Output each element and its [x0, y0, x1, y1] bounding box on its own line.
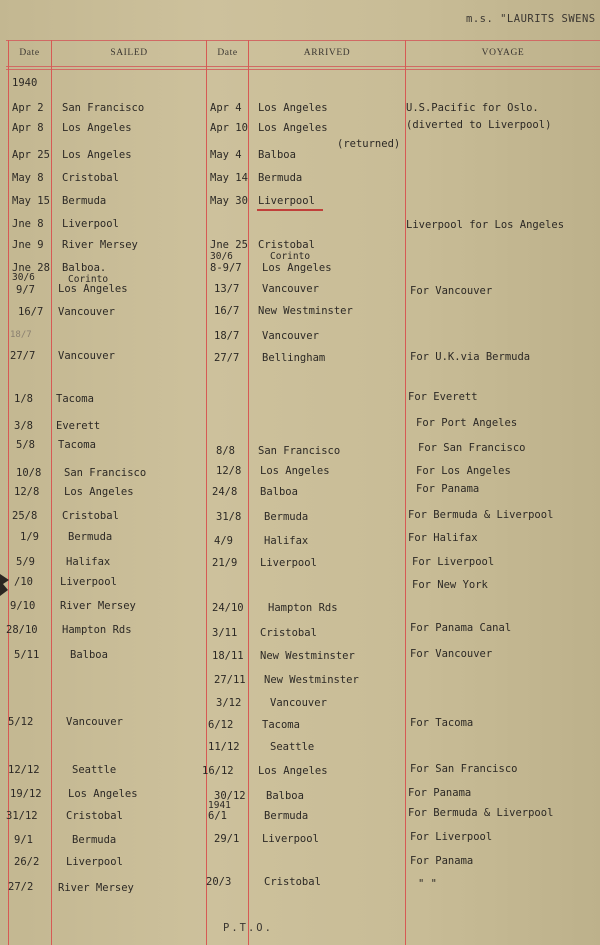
row-arrived-port: Balboa — [258, 149, 296, 161]
row-voyage: For Tacoma — [410, 717, 474, 729]
row-arrived-date: 16/12 — [202, 765, 234, 777]
row-sailed-date: 5/9 — [16, 556, 35, 568]
row-voyage: For Port Angeles — [416, 417, 518, 429]
row-arrived-port: Balboa — [266, 790, 304, 802]
torn-edge-icon — [0, 570, 10, 598]
row-sailed-port: Cristobal — [66, 810, 123, 822]
row-arrived-port: New Westminster — [260, 650, 355, 662]
row-sailed-port: Cristobal — [62, 172, 119, 184]
rule-top — [6, 40, 600, 41]
row-arrived-port: Tacoma — [262, 719, 300, 731]
row-voyage: For San Francisco — [410, 763, 518, 775]
row-sailed-date: 10/8 — [16, 467, 42, 479]
row-sailed-port: Liverpool — [62, 218, 119, 230]
row-voyage: For Panama — [410, 855, 474, 867]
row-sailed-port: Los Angeles — [68, 788, 138, 800]
row-voyage: (diverted to Liverpool) — [406, 119, 552, 131]
row-arrived-date: 8-9/7 — [210, 262, 242, 274]
row-sailed-date: 26/2 — [14, 856, 40, 868]
row-arrived-date: 20/3 — [206, 876, 232, 888]
row-arrived-date: 4/9 — [214, 535, 233, 547]
row-sailed-date: 3/8 — [14, 420, 33, 432]
row-arrived-port: Liverpool — [258, 195, 315, 207]
row-sailed-port: Vancouver — [58, 350, 115, 362]
row-arrived-date: Apr 4 — [210, 102, 242, 114]
row-sailed-date: 12/12 — [8, 764, 40, 776]
row-sailed-date: Jne 9 — [12, 239, 44, 251]
header-date-arrived: Date — [217, 48, 238, 58]
year-label-1941: 1941 — [208, 800, 231, 811]
row-arrived-date: 6/1 — [208, 810, 227, 822]
row-sailed-date: May 8 — [12, 172, 44, 184]
row-sailed-date: 5/11 — [14, 649, 40, 661]
row-arrived-date: 11/12 — [208, 741, 240, 753]
row-arrived-date: 12/8 — [216, 465, 242, 477]
row-arrived-date: 24/8 — [212, 486, 238, 498]
row-sailed-date: 9/7 — [16, 284, 35, 296]
row-sailed-date: Apr 2 — [12, 102, 44, 114]
header-arrived: ARRIVED — [303, 48, 351, 58]
row-sailed-port: Bermuda — [68, 531, 113, 543]
rule-col-3 — [248, 40, 249, 945]
row-arrived-date: 31/8 — [216, 511, 242, 523]
liverpool-underline — [257, 209, 323, 211]
pto-footer: P.T.O. — [223, 922, 273, 934]
row-sailed-date: 30/6 — [12, 272, 35, 283]
row-arrived-date: Jne 25 — [210, 239, 248, 251]
row-sailed-port: Vancouver — [66, 716, 123, 728]
row-arrived-port: Bermuda — [264, 810, 309, 822]
row-voyage: For San Francisco — [418, 442, 526, 454]
row-sailed-port: Liverpool — [66, 856, 123, 868]
row-sailed-date: Jne 8 — [12, 218, 44, 230]
row-voyage: For Vancouver — [410, 648, 493, 660]
row-sailed-port: Los Angeles — [62, 149, 132, 161]
row-arrived-date: 27/7 — [214, 352, 240, 364]
row-sailed-port: River Mersey — [60, 600, 136, 612]
row-arrived-date: 24/10 — [212, 602, 244, 614]
row-arrived-port: New Westminster — [258, 305, 353, 317]
row-voyage: For Panama Canal — [410, 622, 512, 634]
row-sailed-port: Hampton Rds — [62, 624, 132, 636]
row-voyage: For Los Angeles — [416, 465, 511, 477]
row-sailed-date: /10 — [14, 576, 33, 588]
row-sailed-port: Tacoma — [56, 393, 94, 405]
row-arrived-date: 8/8 — [216, 445, 235, 457]
row-arrived-port: Los Angeles — [262, 262, 332, 274]
header-voyage: VOYAGE — [481, 48, 525, 58]
row-sailed-date: 9/1 — [14, 834, 33, 846]
row-sailed-date: 19/12 — [10, 788, 42, 800]
row-arrived-date: 3/12 — [216, 697, 242, 709]
row-sailed-date: 16/7 — [18, 306, 44, 318]
header-date-sailed: Date — [19, 48, 40, 58]
row-arrived-date: May 4 — [210, 149, 242, 161]
row-sailed-date: May 15 — [12, 195, 50, 207]
row-arrived-port: New Westminster — [264, 674, 359, 686]
row-arrived-date: Apr 10 — [210, 122, 248, 134]
rule-header-bottom — [6, 66, 600, 67]
row-sailed-date: 27/2 — [8, 881, 34, 893]
row-arrived-port: Corinto — [270, 251, 311, 262]
row-sailed-port: Halifax — [66, 556, 111, 568]
row-voyage: For Liverpool — [410, 831, 493, 843]
row-sailed-date: Apr 8 — [12, 122, 44, 134]
rule-header-bottom-2 — [6, 69, 600, 70]
row-sailed-port: Los Angeles — [62, 122, 132, 134]
row-arrived-port: Bermuda — [258, 172, 303, 184]
row-sailed-date: 1/8 — [14, 393, 33, 405]
row-arrived-date: May 30 — [210, 195, 248, 207]
row-sailed-date: 25/8 — [12, 510, 38, 522]
row-voyage: For U.K.via Bermuda — [410, 351, 531, 363]
row-arrived-date: 18/7 — [214, 330, 240, 342]
returned-note: (returned) — [337, 138, 401, 150]
rule-col-4 — [405, 40, 406, 945]
row-sailed-port: Tacoma — [58, 439, 96, 451]
row-arrived-port: Los Angeles — [258, 122, 328, 134]
row-arrived-port: Vancouver — [262, 283, 319, 295]
row-arrived-date: 21/9 — [212, 557, 238, 569]
row-sailed-port: Everett — [56, 420, 101, 432]
row-sailed-port: Vancouver — [58, 306, 115, 318]
row-sailed-date: 5/8 — [16, 439, 35, 451]
row-sailed-port: Los Angeles — [58, 283, 128, 295]
row-voyage: For Liverpool — [412, 556, 495, 568]
row-voyage: For Panama — [416, 483, 480, 495]
row-sailed-port: River Mersey — [62, 239, 138, 251]
row-arrived-date: 6/12 — [208, 719, 234, 731]
row-arrived-port: Halifax — [264, 535, 309, 547]
row-sailed-date: 27/7 — [10, 350, 36, 362]
row-sailed-date: Jne 28 — [12, 262, 50, 274]
row-arrived-port: Cristobal — [258, 239, 315, 251]
row-sailed-date: 12/8 — [14, 486, 40, 498]
row-arrived-port: Los Angeles — [258, 765, 328, 777]
row-sailed-port: Corinto — [68, 274, 109, 285]
row-sailed-date: 31/12 — [6, 810, 38, 822]
row-voyage: For Bermuda & Liverpool — [408, 807, 554, 819]
row-sailed-port: Los Angeles — [64, 486, 134, 498]
row-sailed-port: San Francisco — [64, 467, 147, 479]
row-arrived-port: Los Angeles — [258, 102, 328, 114]
year-label: 1940 — [12, 77, 38, 89]
row-arrived-port: Cristobal — [264, 876, 321, 888]
row-arrived-port: San Francisco — [258, 445, 341, 457]
row-voyage: For Everett — [408, 391, 478, 403]
row-sailed-port: Cristobal — [62, 510, 119, 522]
row-sailed-date: 28/10 — [6, 624, 38, 636]
row-arrived-port: Liverpool — [260, 557, 317, 569]
row-arrived-date: 30/12 — [214, 790, 246, 802]
row-arrived-port: Bellingham — [262, 352, 326, 364]
row-voyage: " " — [418, 878, 437, 890]
row-arrived-port: Balboa — [260, 486, 298, 498]
row-voyage: U.S.Pacific for Oslo. — [406, 102, 539, 114]
ship-name: m.s. "LAURITS SWENS — [466, 13, 596, 25]
row-sailed-date: 9/10 — [10, 600, 36, 612]
row-arrived-date: 27/11 — [214, 674, 246, 686]
row-arrived-date: 13/7 — [214, 283, 240, 295]
row-arrived-port: Vancouver — [262, 330, 319, 342]
row-arrived-date: 30/6 — [210, 251, 233, 262]
row-sailed-port: Balboa. — [62, 262, 107, 274]
rule-col-1 — [51, 40, 52, 945]
row-sailed-date: 5/12 — [8, 716, 34, 728]
header-sailed: SAILED — [110, 48, 148, 58]
row-arrived-port: Los Angeles — [260, 465, 330, 477]
row-voyage: Liverpool for Los Angeles — [406, 219, 565, 231]
row-arrived-date: 29/1 — [214, 833, 240, 845]
row-sailed-port: Bermuda — [72, 834, 117, 846]
row-voyage: For Vancouver — [410, 285, 493, 297]
row-arrived-port: Seattle — [270, 741, 315, 753]
row-arrived-date: 16/7 — [214, 305, 240, 317]
row-sailed-port: River Mersey — [58, 882, 134, 894]
row-arrived-port: Cristobal — [260, 627, 317, 639]
row-sailed-date: 1/9 — [20, 531, 39, 543]
row-voyage: For Panama — [408, 787, 472, 799]
row-arrived-port: Hampton Rds — [268, 602, 338, 614]
row-arrived-port: Liverpool — [262, 833, 319, 845]
row-sailed-port: Bermuda — [62, 195, 107, 207]
row-sailed-port: San Francisco — [62, 102, 145, 114]
row-sailed-date: Apr 25 — [12, 149, 50, 161]
row-arrived-date: 3/11 — [212, 627, 238, 639]
row-arrived-date: 18/11 — [212, 650, 244, 662]
row-arrived-port: Vancouver — [270, 697, 327, 709]
row-arrived-port: Bermuda — [264, 511, 309, 523]
row-sailed-port: Seattle — [72, 764, 117, 776]
row-sailed-port: Liverpool — [60, 576, 117, 588]
row-sailed-port: Balboa — [70, 649, 108, 661]
row-arrived-date: May 14 — [210, 172, 248, 184]
pencil-note: 18/7 — [10, 330, 32, 340]
row-voyage: For Halifax — [408, 532, 478, 544]
row-voyage: For New York — [412, 579, 488, 591]
row-voyage: For Bermuda & Liverpool — [408, 509, 554, 521]
